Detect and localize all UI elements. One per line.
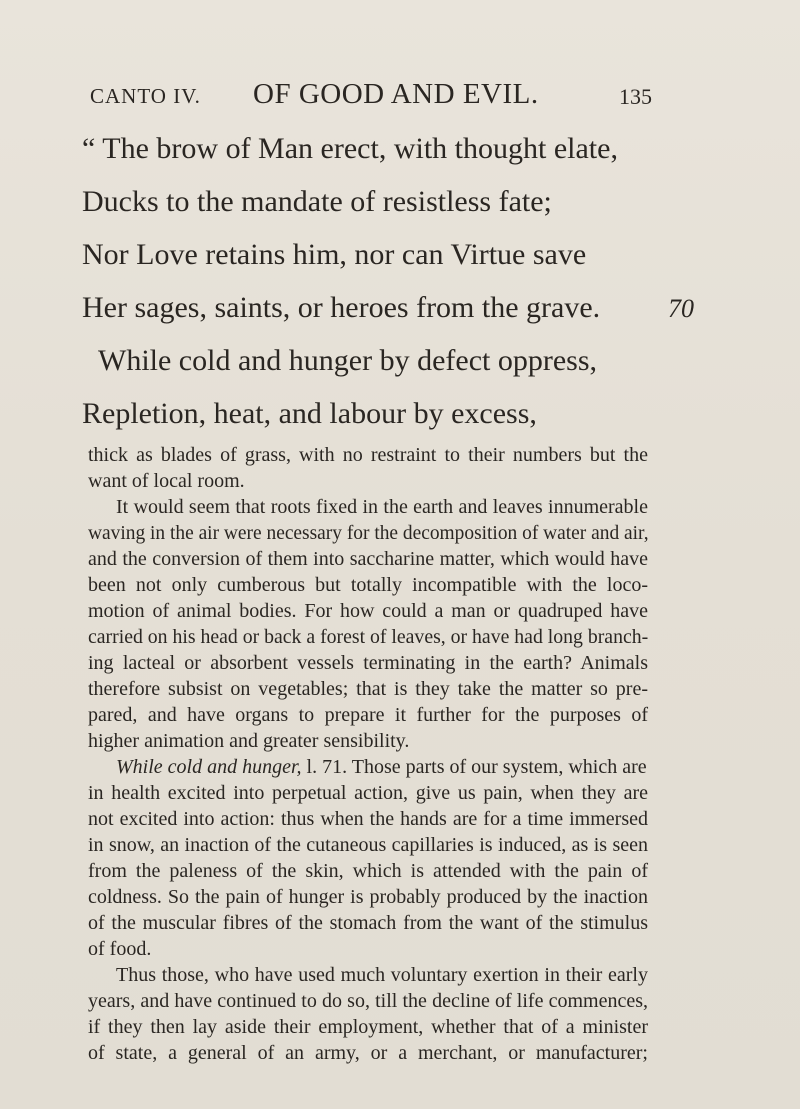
running-head	[90, 78, 652, 112]
canto-label: CANTO IV.	[90, 84, 201, 108]
commentary-line: carried on his head or back a forest of leaves, or have had long branch-	[88, 626, 649, 648]
commentary-line: of the muscular fibres of the stomach from the want of the stimulus	[88, 912, 648, 934]
commentary-line: if they then lay aside their employment, whether that of a minister	[88, 1016, 648, 1038]
commentary-line: years, and have continued to do so, till the decline of life commences,	[88, 990, 648, 1012]
commentary-line: in health excited into perpetual action, give us pain, when they are	[88, 782, 648, 804]
commentary-line: therefore subsist on vegetables; that is they take the matter so pre-	[88, 678, 648, 700]
verse-line: “ The brow of Man erect, with thought elate,	[82, 132, 618, 165]
commentary-line: ing lacteal or absorbent vessels terminating in the earth? Animals	[88, 652, 648, 674]
verse-line: Nor Love retains him, nor can Virtue save	[82, 238, 587, 271]
quoted-verse: While cold and hunger,	[116, 756, 302, 778]
commentary-line: want of local room.	[88, 470, 245, 492]
commentary-line	[116, 756, 648, 779]
commentary-text: l. 71. Those parts of our system, which are	[301, 756, 647, 778]
line-number: 70	[668, 294, 694, 323]
commentary-line: motion of animal bodies. For how could a man or quadruped have	[88, 600, 648, 622]
verse-line: Her sages, saints, or heroes from the grave.	[82, 291, 601, 324]
commentary-line: coldness. So the pain of hunger is probably produced by the inaction	[88, 886, 648, 908]
commentary-line: in snow, an inaction of the cutaneous capillaries is induced, as is seen	[88, 834, 648, 856]
verse-line: While cold and hunger by defect oppress,	[98, 344, 597, 377]
commentary-line: of food.	[88, 938, 152, 960]
commentary-line: and the conversion of them into saccharine matter, which would have	[88, 548, 648, 570]
commentary-line: been not only cumberous but totally incompatible with the loco-	[88, 574, 648, 596]
commentary-line: Thus those, who have used much voluntary exertion in their early	[116, 964, 648, 986]
verse-line: Repletion, heat, and labour by excess,	[82, 397, 537, 430]
commentary-line: thick as blades of grass, with no restraint to their numbers but the	[88, 444, 648, 466]
commentary-line: not excited into action: thus when the hands are for a time immersed	[88, 808, 648, 830]
commentary-line: pared, and have organs to prepare it further for the purposes of	[88, 704, 648, 726]
commentary-line: It would seem that roots fixed in the earth and leaves innumerable	[116, 496, 648, 518]
page-title: OF GOOD AND EVIL.	[253, 78, 539, 110]
commentary-line: of state, a general of an army, or a merchant, or manufacturer;	[88, 1042, 648, 1064]
commentary-line: waving in the air were necessary for the decomposition of water and air,	[88, 522, 649, 544]
commentary-line: higher animation and greater sensibility.	[88, 730, 410, 752]
verse-line: Ducks to the mandate of resistless fate;	[82, 185, 552, 218]
page-number: 135	[619, 84, 652, 109]
commentary-line: from the paleness of the skin, which is attended with the pain of	[88, 860, 648, 882]
